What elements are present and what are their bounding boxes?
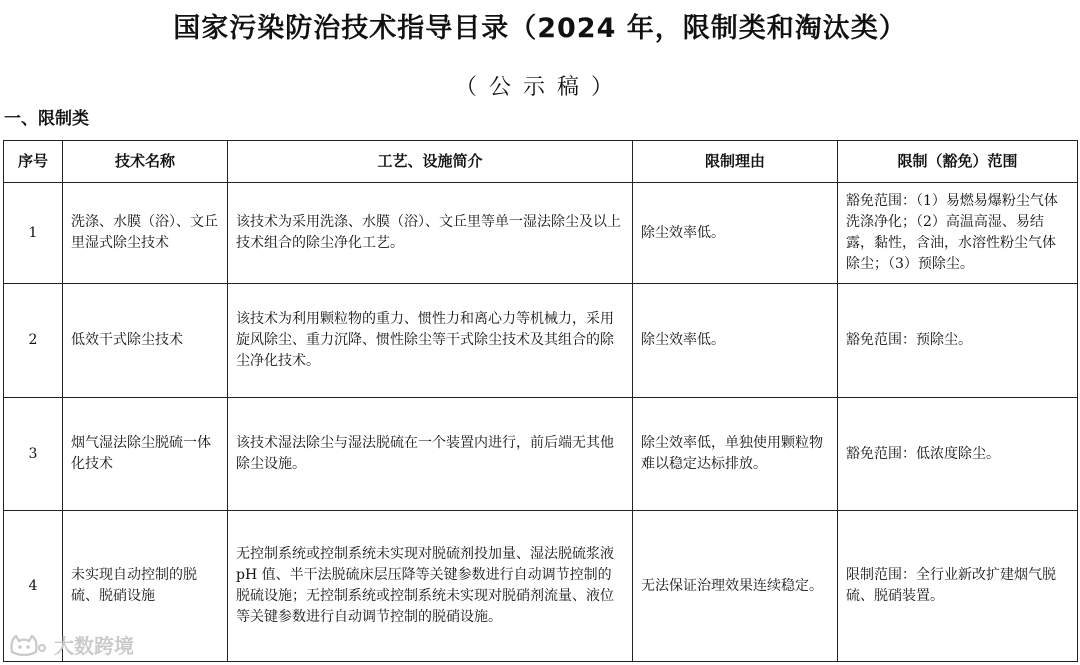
row-scope: 豁免范围：低浓度除尘。 xyxy=(838,398,1078,511)
row-scope: 豁免范围：（1）易燃易爆粉尘气体洗涤净化；（2）高温高湿、易结露，黏性，含油，水溶性粉尘气体除尘；（3）预除尘。 xyxy=(838,183,1078,284)
header-index: 序号 xyxy=(4,141,63,183)
row-reason: 除尘效率低，单独使用颗粒物难以稳定达标排放。 xyxy=(633,398,838,511)
row-index: 3 xyxy=(4,398,63,511)
row-index: 2 xyxy=(4,284,63,398)
row-index: 4 xyxy=(4,511,63,662)
header-tech-name: 技术名称 xyxy=(63,141,228,183)
table-row xyxy=(4,511,1078,662)
row-tech-name: 洗涤、水膜（浴）、文丘里湿式除尘技术 xyxy=(63,183,228,284)
document-title: 国家污染防治技术指导目录（2024 年，限制类和淘汰类） xyxy=(173,13,907,44)
row-description: 无控制系统或控制系统未实现对脱硫剂投加量、湿法脱硫浆液 pH 值、半干法脱硫床层压降等关键参数进行自动调节控制的脱硫设施；无控制系统或控制系统未实现对脱硝剂流量、液位等关键参数进行自动调节控制的脱硝设施。 xyxy=(228,511,633,662)
section-heading: 一、限制类 xyxy=(4,109,89,129)
row-reason: 除尘效率低。 xyxy=(633,284,838,398)
watermark xyxy=(8,630,134,659)
row-scope: 限制范围：全行业新改扩建烟气脱硫、脱硝装置。 xyxy=(838,511,1078,662)
restriction-table xyxy=(3,140,1078,662)
row-description: 该技术为采用洗涤、水膜（浴）、文丘里等单一湿法除尘及以上技术组合的除尘净化工艺。 xyxy=(228,183,633,284)
row-description: 该技术湿法除尘与湿法脱硫在一个装置内进行，前后端无其他除尘设施。 xyxy=(228,398,633,511)
table-header-row xyxy=(4,141,1078,183)
watermark-text: 大数跨境 xyxy=(54,634,134,658)
header-scope: 限制（豁免）范围 xyxy=(838,141,1078,183)
row-description: 该技术为利用颗粒物的重力、惯性力和离心力等机械力，采用旋风除尘、重力沉降、惯性除尘等干式除尘技术及其组合的除尘净化技术。 xyxy=(228,284,633,398)
row-scope: 豁免范围：预除尘。 xyxy=(838,284,1078,398)
row-tech-name: 低效干式除尘技术 xyxy=(63,284,228,398)
document-subtitle: （公示稿） xyxy=(454,75,625,100)
row-reason: 除尘效率低。 xyxy=(633,183,838,284)
row-tech-name: 未实现自动控制的脱硫、脱硝设施 xyxy=(63,511,228,662)
row-index: 1 xyxy=(4,183,63,284)
row-tech-name: 烟气湿法除尘脱硫一体化技术 xyxy=(63,398,228,511)
cat-logo-icon xyxy=(8,632,48,658)
header-reason: 限制理由 xyxy=(633,141,838,183)
table-row xyxy=(4,398,1078,511)
table-row xyxy=(4,183,1078,284)
header-description: 工艺、设施简介 xyxy=(228,141,633,183)
table-row xyxy=(4,284,1078,398)
row-reason: 无法保证治理效果连续稳定。 xyxy=(633,511,838,662)
